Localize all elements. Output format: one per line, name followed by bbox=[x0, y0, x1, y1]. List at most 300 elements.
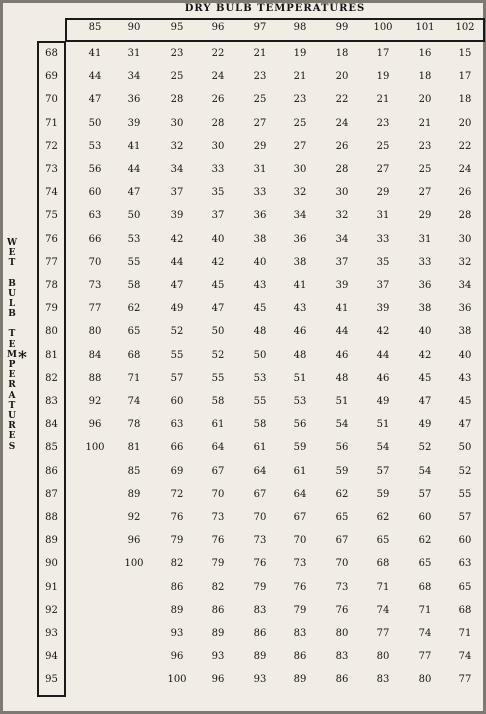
table-cell: 21 bbox=[376, 94, 390, 106]
table-cell: 23 bbox=[418, 140, 432, 152]
table-cell: 46 bbox=[293, 326, 307, 338]
row-header-71: 71 bbox=[45, 117, 58, 129]
table-cell: 66 bbox=[170, 442, 184, 454]
table-cell: 36 bbox=[418, 280, 432, 291]
side-title bbox=[5, 238, 19, 452]
column-header-99: 99 bbox=[335, 22, 349, 33]
table-cell: 66 bbox=[88, 233, 102, 245]
table-cell: 57 bbox=[458, 512, 472, 523]
table-cell: 36 bbox=[127, 94, 141, 106]
table-cell: 38 bbox=[458, 326, 472, 338]
table-cell: 48 bbox=[335, 372, 349, 384]
table-cell: 96 bbox=[211, 674, 225, 686]
table-cell bbox=[76, 557, 114, 571]
table-cell: 38 bbox=[293, 256, 307, 268]
row-header-68: 68 bbox=[45, 48, 58, 59]
column-header-95: 95 bbox=[170, 22, 184, 33]
table-cell bbox=[76, 604, 114, 618]
row-header-84: 84 bbox=[45, 419, 58, 431]
column-header-102: 102 bbox=[455, 22, 475, 33]
table-cell: 100 bbox=[167, 674, 187, 686]
table-cell: 21 bbox=[293, 71, 307, 83]
table-cell: 65 bbox=[458, 581, 472, 593]
table-cell: 42 bbox=[170, 233, 184, 245]
column-header-90: 90 bbox=[127, 22, 141, 33]
table-cell: 77 bbox=[458, 674, 472, 686]
table-cell: 37 bbox=[376, 280, 390, 291]
table-cell: 77 bbox=[88, 303, 102, 315]
table-cell: 36 bbox=[293, 233, 307, 245]
table-cell: 53 bbox=[88, 140, 102, 152]
column-header-96: 96 bbox=[211, 22, 225, 33]
table-cell: 33 bbox=[376, 233, 390, 245]
table-cell: 46 bbox=[335, 349, 349, 361]
table-cell: 43 bbox=[458, 372, 472, 384]
table-cell: 37 bbox=[211, 210, 225, 222]
table-cell: 34 bbox=[458, 280, 472, 291]
table-cell: 80 bbox=[376, 651, 390, 663]
table-cell: 42 bbox=[376, 326, 390, 338]
table-cell: 44 bbox=[88, 71, 102, 83]
table-cell: 23 bbox=[170, 48, 184, 59]
side-title-word: BULB bbox=[8, 278, 16, 320]
table-cell: 55 bbox=[127, 256, 141, 268]
row-header-87: 87 bbox=[45, 488, 58, 500]
row-header-76: 76 bbox=[45, 233, 58, 245]
table-cell: 72 bbox=[170, 488, 184, 500]
table-cell: 52 bbox=[418, 442, 432, 454]
table-cell: 96 bbox=[88, 419, 102, 431]
table-cell: 40 bbox=[253, 256, 267, 268]
table-cell: 20 bbox=[458, 117, 472, 129]
table-cell: 28 bbox=[335, 164, 349, 175]
table-cell: 96 bbox=[170, 651, 184, 663]
table-cell: 18 bbox=[458, 94, 472, 106]
table-cell: 76 bbox=[170, 512, 184, 523]
table-cell: 39 bbox=[127, 117, 141, 129]
table-cell bbox=[115, 581, 153, 595]
table-cell: 96 bbox=[127, 535, 141, 547]
table-cell: 32 bbox=[293, 187, 307, 199]
table-cell: 65 bbox=[376, 535, 390, 547]
table-cell: 29 bbox=[376, 187, 390, 199]
table-cell: 58 bbox=[253, 419, 267, 431]
table-cell: 57 bbox=[418, 488, 432, 500]
row-header-70: 70 bbox=[45, 94, 58, 106]
table-cell: 25 bbox=[418, 164, 432, 175]
table-cell: 70 bbox=[253, 512, 267, 523]
table-cell: 44 bbox=[127, 164, 141, 175]
table-cell: 86 bbox=[335, 674, 349, 686]
table-cell: 17 bbox=[458, 71, 472, 83]
table-cell: 76 bbox=[293, 581, 307, 593]
table-cell: 83 bbox=[376, 674, 390, 686]
table-cell: 32 bbox=[335, 210, 349, 222]
table-cell: 62 bbox=[335, 488, 349, 500]
table-cell: 67 bbox=[335, 535, 349, 547]
table-cell: 19 bbox=[376, 71, 390, 83]
table-cell: 45 bbox=[253, 303, 267, 315]
table-cell: 42 bbox=[418, 349, 432, 361]
table-cell: 31 bbox=[127, 48, 141, 59]
table-cell: 100 bbox=[85, 442, 105, 454]
table-cell: 36 bbox=[458, 303, 472, 315]
table-title: DRY BULB TEMPERATURES bbox=[184, 3, 366, 14]
table-cell: 39 bbox=[376, 303, 390, 315]
table-cell: 54 bbox=[335, 419, 349, 431]
row-header-86: 86 bbox=[45, 465, 58, 477]
table-cell: 28 bbox=[458, 210, 472, 222]
table-cell: 83 bbox=[335, 651, 349, 663]
table-cell: 92 bbox=[88, 396, 102, 407]
table-cell: 41 bbox=[127, 140, 141, 152]
table-cell: 43 bbox=[253, 280, 267, 291]
table-cell: 73 bbox=[88, 280, 102, 291]
table-cell: 28 bbox=[170, 94, 184, 106]
table-cell: 44 bbox=[376, 349, 390, 361]
table-cell bbox=[76, 627, 114, 641]
row-header-80: 80 bbox=[45, 326, 58, 338]
table-cell: 51 bbox=[293, 372, 307, 384]
table-cell: 58 bbox=[211, 396, 225, 407]
table-cell bbox=[76, 511, 114, 525]
table-cell: 47 bbox=[458, 419, 472, 431]
table-cell: 31 bbox=[253, 164, 267, 175]
table-cell: 41 bbox=[293, 280, 307, 291]
table-cell: 74 bbox=[458, 651, 472, 663]
table-cell: 60 bbox=[170, 396, 184, 407]
column-header-101: 101 bbox=[415, 22, 435, 33]
table-cell: 54 bbox=[376, 442, 390, 454]
table-cell: 23 bbox=[253, 71, 267, 83]
row-header-77: 77 bbox=[45, 256, 58, 268]
column-header-98: 98 bbox=[293, 22, 307, 33]
table-cell: 20 bbox=[418, 94, 432, 106]
table-cell: 17 bbox=[376, 48, 390, 59]
table-cell: 73 bbox=[335, 581, 349, 593]
table-cell: 38 bbox=[253, 233, 267, 245]
table-cell: 28 bbox=[211, 117, 225, 129]
table-cell bbox=[76, 488, 114, 502]
table-cell: 83 bbox=[293, 628, 307, 639]
table-cell: 19 bbox=[293, 48, 307, 59]
row-header-93: 93 bbox=[45, 628, 58, 639]
table-cell bbox=[76, 534, 114, 548]
table-cell: 37 bbox=[170, 187, 184, 199]
table-cell: 60 bbox=[418, 512, 432, 523]
table-cell: 50 bbox=[88, 117, 102, 129]
row-header-69: 69 bbox=[45, 71, 58, 83]
table-cell: 78 bbox=[127, 419, 141, 431]
table-cell: 73 bbox=[253, 535, 267, 547]
row-header-79: 79 bbox=[45, 303, 58, 315]
table-cell: 43 bbox=[293, 303, 307, 315]
table-cell: 70 bbox=[335, 558, 349, 570]
table-cell: 52 bbox=[170, 326, 184, 338]
table-cell: 24 bbox=[335, 117, 349, 129]
table-cell: 64 bbox=[211, 442, 225, 454]
table-cell: 84 bbox=[88, 349, 102, 361]
table-cell: 70 bbox=[293, 535, 307, 547]
table-cell: 38 bbox=[418, 303, 432, 315]
table-cell: 34 bbox=[335, 233, 349, 245]
table-cell: 56 bbox=[293, 419, 307, 431]
table-cell: 68 bbox=[376, 558, 390, 570]
table-cell: 67 bbox=[211, 465, 225, 477]
table-cell: 60 bbox=[458, 535, 472, 547]
table-cell: 51 bbox=[376, 419, 390, 431]
table-cell: 50 bbox=[127, 210, 141, 222]
table-cell: 33 bbox=[211, 164, 225, 175]
row-header-74: 74 bbox=[45, 187, 58, 199]
table-cell: 52 bbox=[211, 349, 225, 361]
table-cell: 65 bbox=[335, 512, 349, 523]
table-cell: 89 bbox=[253, 651, 267, 663]
table-cell: 67 bbox=[253, 488, 267, 500]
table-cell: 34 bbox=[170, 164, 184, 175]
table-cell: 89 bbox=[170, 604, 184, 616]
table-cell: 18 bbox=[418, 71, 432, 83]
row-header-92: 92 bbox=[45, 604, 58, 616]
table-cell: 25 bbox=[170, 71, 184, 83]
table-cell: 33 bbox=[418, 256, 432, 268]
table-cell: 54 bbox=[418, 465, 432, 477]
table-cell: 58 bbox=[127, 280, 141, 291]
table-cell: 82 bbox=[211, 581, 225, 593]
table-cell: 34 bbox=[127, 71, 141, 83]
row-header-81: 81 bbox=[45, 349, 58, 361]
table-cell: 27 bbox=[418, 187, 432, 199]
table-cell: 77 bbox=[418, 651, 432, 663]
table-cell: 77 bbox=[376, 628, 390, 639]
table-cell: 44 bbox=[170, 256, 184, 268]
table-cell: 49 bbox=[376, 396, 390, 407]
table-cell: 26 bbox=[458, 187, 472, 199]
table-cell: 52 bbox=[458, 465, 472, 477]
table-cell: 68 bbox=[127, 349, 141, 361]
table-cell: 69 bbox=[170, 465, 184, 477]
table-cell: 40 bbox=[458, 349, 472, 361]
table-cell: 49 bbox=[170, 303, 184, 315]
row-header-72: 72 bbox=[45, 140, 58, 152]
table-cell: 37 bbox=[335, 256, 349, 268]
table-cell: 59 bbox=[293, 442, 307, 454]
table-cell: 46 bbox=[376, 372, 390, 384]
table-cell: 56 bbox=[88, 164, 102, 175]
table-cell: 53 bbox=[293, 396, 307, 407]
table-cell: 51 bbox=[335, 396, 349, 407]
table-cell: 15 bbox=[458, 48, 472, 59]
side-title-word: TEMPERATURES bbox=[7, 329, 17, 452]
row-header-94: 94 bbox=[45, 651, 58, 663]
table-cell: 67 bbox=[293, 512, 307, 523]
table-cell: 25 bbox=[293, 117, 307, 129]
table-cell: 55 bbox=[170, 349, 184, 361]
table-cell: 22 bbox=[458, 140, 472, 152]
table-cell: 79 bbox=[170, 535, 184, 547]
table-cell: 23 bbox=[376, 117, 390, 129]
table-cell: 40 bbox=[211, 233, 225, 245]
asterisk-mark: * bbox=[18, 348, 27, 368]
table-cell: 92 bbox=[127, 512, 141, 523]
table-cell: 71 bbox=[127, 372, 141, 384]
table-cell: 68 bbox=[458, 604, 472, 616]
table-cell: 62 bbox=[127, 303, 141, 315]
table-cell: 100 bbox=[124, 558, 144, 570]
table-cell: 86 bbox=[170, 581, 184, 593]
table-cell: 30 bbox=[170, 117, 184, 129]
table-cell: 26 bbox=[211, 94, 225, 106]
table-cell bbox=[115, 650, 153, 664]
table-cell: 30 bbox=[293, 164, 307, 175]
table-cell: 25 bbox=[253, 94, 267, 106]
table-cell: 57 bbox=[170, 372, 184, 384]
table-cell: 50 bbox=[458, 442, 472, 454]
table-cell: 61 bbox=[293, 465, 307, 477]
table-cell: 32 bbox=[170, 140, 184, 152]
row-header-78: 78 bbox=[45, 280, 58, 291]
column-header-100: 100 bbox=[373, 22, 393, 33]
table-cell: 24 bbox=[458, 164, 472, 175]
table-cell: 59 bbox=[335, 465, 349, 477]
table-cell: 62 bbox=[376, 512, 390, 523]
table-cell: 63 bbox=[458, 558, 472, 570]
table-cell: 93 bbox=[253, 674, 267, 686]
table-cell: 79 bbox=[293, 604, 307, 616]
table-cell: 53 bbox=[253, 372, 267, 384]
table-cell: 55 bbox=[211, 372, 225, 384]
table-cell: 73 bbox=[293, 558, 307, 570]
table-cell: 16 bbox=[418, 48, 432, 59]
table-cell: 39 bbox=[335, 280, 349, 291]
table-cell: 81 bbox=[127, 442, 141, 454]
table-cell: 47 bbox=[127, 187, 141, 199]
table-cell: 44 bbox=[335, 326, 349, 338]
table-cell: 59 bbox=[376, 488, 390, 500]
table-cell: 22 bbox=[335, 94, 349, 106]
table-cell: 47 bbox=[170, 280, 184, 291]
table-cell bbox=[115, 627, 153, 641]
table-cell: 47 bbox=[418, 396, 432, 407]
table-cell bbox=[76, 581, 114, 595]
table-cell: 62 bbox=[418, 535, 432, 547]
table-cell bbox=[76, 673, 114, 687]
table-cell: 50 bbox=[253, 349, 267, 361]
table-cell: 79 bbox=[253, 581, 267, 593]
table-cell: 85 bbox=[127, 465, 141, 477]
table-cell: 29 bbox=[418, 210, 432, 222]
table-cell: 27 bbox=[376, 164, 390, 175]
side-title-word: WET bbox=[7, 238, 18, 269]
table-cell: 42 bbox=[211, 256, 225, 268]
table-cell bbox=[115, 673, 153, 687]
table-cell: 70 bbox=[88, 256, 102, 268]
column-header-97: 97 bbox=[253, 22, 267, 33]
table-cell: 30 bbox=[211, 140, 225, 152]
table-cell: 70 bbox=[211, 488, 225, 500]
table-cell: 55 bbox=[253, 396, 267, 407]
row-header-73: 73 bbox=[45, 164, 58, 175]
table-cell: 57 bbox=[376, 465, 390, 477]
table-cell: 86 bbox=[253, 628, 267, 639]
table-cell: 30 bbox=[458, 233, 472, 245]
row-header-95: 95 bbox=[45, 674, 58, 686]
column-header-85: 85 bbox=[88, 22, 102, 33]
row-header-75: 75 bbox=[45, 210, 58, 222]
table-cell: 83 bbox=[253, 604, 267, 616]
table-cell: 76 bbox=[253, 558, 267, 570]
table-cell: 26 bbox=[335, 140, 349, 152]
table-cell: 88 bbox=[88, 372, 102, 384]
table-cell: 86 bbox=[211, 604, 225, 616]
table-cell: 36 bbox=[253, 210, 267, 222]
table-cell: 41 bbox=[335, 303, 349, 315]
table-cell: 45 bbox=[418, 372, 432, 384]
table-cell: 64 bbox=[293, 488, 307, 500]
table-cell: 71 bbox=[418, 604, 432, 616]
table-cell: 56 bbox=[335, 442, 349, 454]
table-cell: 65 bbox=[418, 558, 432, 570]
table-cell: 71 bbox=[376, 581, 390, 593]
table-cell: 74 bbox=[127, 396, 141, 407]
table-cell: 68 bbox=[418, 581, 432, 593]
table-cell: 47 bbox=[88, 94, 102, 106]
table-cell: 18 bbox=[335, 48, 349, 59]
table-cell: 55 bbox=[458, 488, 472, 500]
row-header-88: 88 bbox=[45, 512, 58, 523]
table-cell: 73 bbox=[211, 512, 225, 523]
table-cell: 61 bbox=[211, 419, 225, 431]
table-cell: 29 bbox=[253, 140, 267, 152]
row-header-85: 85 bbox=[45, 442, 58, 454]
table-cell: 60 bbox=[88, 187, 102, 199]
table-cell: 89 bbox=[127, 488, 141, 500]
table-cell: 65 bbox=[127, 326, 141, 338]
table-cell: 80 bbox=[418, 674, 432, 686]
table-cell: 49 bbox=[418, 419, 432, 431]
table-cell: 63 bbox=[170, 419, 184, 431]
table-cell: 23 bbox=[293, 94, 307, 106]
table-cell: 40 bbox=[418, 326, 432, 338]
row-header-91: 91 bbox=[45, 581, 58, 593]
table-cell: 33 bbox=[253, 187, 267, 199]
table-cell: 39 bbox=[170, 210, 184, 222]
table-cell: 64 bbox=[253, 465, 267, 477]
table-cell: 25 bbox=[376, 140, 390, 152]
table-cell: 93 bbox=[170, 628, 184, 639]
table-cell: 89 bbox=[293, 674, 307, 686]
table-cell: 48 bbox=[253, 326, 267, 338]
table-cell: 93 bbox=[211, 651, 225, 663]
table-cell: 63 bbox=[88, 210, 102, 222]
table-cell: 34 bbox=[293, 210, 307, 222]
table-cell bbox=[115, 604, 153, 618]
table-cell: 30 bbox=[335, 187, 349, 199]
row-header-89: 89 bbox=[45, 535, 58, 547]
table-cell: 20 bbox=[335, 71, 349, 83]
table-cell: 48 bbox=[293, 349, 307, 361]
table-cell: 21 bbox=[418, 117, 432, 129]
table-cell: 82 bbox=[170, 558, 184, 570]
table-cell: 71 bbox=[458, 628, 472, 639]
table-cell: 47 bbox=[211, 303, 225, 315]
row-header-82: 82 bbox=[45, 372, 58, 384]
table-cell: 41 bbox=[88, 48, 102, 59]
table-cell: 31 bbox=[418, 233, 432, 245]
table-cell: 50 bbox=[211, 326, 225, 338]
table-cell: 35 bbox=[376, 256, 390, 268]
table-cell: 80 bbox=[335, 628, 349, 639]
